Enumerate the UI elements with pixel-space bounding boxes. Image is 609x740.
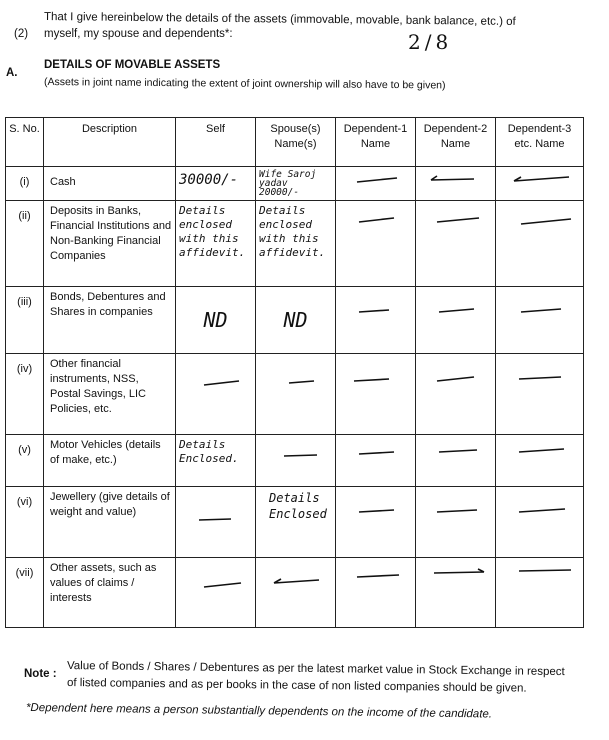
section-title: DETAILS OF MOVABLE ASSETS [44,59,221,71]
dash-mark [419,204,489,234]
table-row [6,201,584,287]
row-sno: (i) [6,167,44,201]
handwritten-self: 30000/- [179,172,239,189]
row-description: Bonds, Debentures and Shares in companies [44,286,176,353]
row-description: Jewellery (give details of weight and value) [44,487,176,557]
row-dep3 [496,557,584,627]
footnote: *Dependent here means a person substantially dependents on the income of the candidate. [25,702,493,721]
row-spouse [256,167,336,201]
row-self [176,167,256,201]
row-sno: (v) [6,434,44,486]
row-dep2 [416,354,496,434]
intro-line-1: That I give hereinbelow the details of the assets (immovable, movable, bank balance, etc.) of [43,11,516,28]
movable-assets-table [5,117,584,628]
page-mark: 2/8 [408,30,453,54]
row-dep3 [496,434,584,486]
dash-mark [499,357,579,397]
dash-mark [259,438,334,468]
row-dep3 [496,487,584,557]
table-row [6,487,584,557]
table-row [6,434,584,486]
table-row [6,167,584,201]
row-dep3 [496,201,584,287]
row-dep1 [336,557,416,627]
dash-mark [259,561,334,601]
note-line-1: Value of Bonds / Shares / Debentures as per the latest market value in Stock Exchange in respect [66,660,565,679]
dash-mark [419,438,489,468]
row-spouse [256,434,336,486]
row-dep1 [336,286,416,353]
dash-mark [419,490,489,530]
table-header-row [6,118,584,167]
intro-number: (2) [14,28,29,40]
handwritten-spouse: ND [283,308,308,333]
header-self: Self [176,118,256,167]
row-spouse [256,354,336,434]
note-label: Note : [24,668,57,680]
table-row [6,354,584,434]
header-dependent-2: Dependent-2 Name [416,118,496,167]
table-row [6,557,584,627]
row-sno: (iv) [6,354,44,434]
dash-mark [179,357,254,397]
handwritten-self: Details Enclosed. [179,437,239,465]
dash-mark [339,357,409,397]
header-dependent-3: Dependent-3 etc. Name [496,118,584,167]
dash-mark [179,561,254,601]
row-dep1 [336,487,416,557]
dash-mark [339,438,409,468]
note-line-2: of listed companies and as per books in the case of non listed companies should be given. [66,677,527,695]
row-dep1 [336,434,416,486]
row-dep1 [336,167,416,201]
row-description: Cash [44,167,176,201]
row-dep2 [416,434,496,486]
row-dep3 [496,286,584,353]
row-self [176,201,256,287]
dash-mark [499,561,579,601]
row-sno: (vii) [6,557,44,627]
row-dep2 [416,286,496,353]
row-self [176,434,256,486]
dash-mark [339,561,409,601]
row-description: Deposits in Banks, Financial Institutions and Non-Banking Financial Companies [44,201,176,287]
dash-mark [499,204,579,234]
row-description: Other assets, such as values of claims / interests [44,557,176,627]
section-subtitle: (Assets in joint name indicating the extent of joint ownership will also have to be given) [43,76,446,92]
dash-mark [419,170,489,190]
row-spouse [256,557,336,627]
table-row [6,286,584,353]
row-dep3 [496,167,584,201]
row-self [176,354,256,434]
row-self [176,487,256,557]
header-sno: S. No. [6,118,44,167]
dash-mark [499,290,579,320]
handwritten-self: ND [203,308,228,333]
row-sno: (vi) [6,487,44,557]
dash-mark [419,290,489,320]
header-description: Description [44,118,176,167]
handwritten-self: Details enclosed with this affidevit. [179,204,246,260]
dash-mark [339,490,409,530]
intro-line-2: myself, my spouse and dependents*: [44,28,233,40]
handwritten-spouse: Details Enclosed [269,491,327,522]
dash-mark [499,490,579,530]
row-dep2 [416,167,496,201]
dash-mark [259,357,334,397]
section-letter: A. [6,67,18,79]
dash-mark [419,561,489,601]
dash-mark [499,438,579,468]
row-dep3 [496,354,584,434]
row-description: Other financial instruments, NSS, Postal Savings, LIC Policies, etc. [44,354,176,434]
row-description: Motor Vehicles (details of make, etc.) [44,434,176,486]
header-spouse: Spouse(s) Name(s) [256,118,336,167]
row-dep2 [416,557,496,627]
header-dependent-1: Dependent-1 Name [336,118,416,167]
row-self [176,557,256,627]
handwritten-spouse: Details enclosed with this affidevit. [259,204,326,260]
dash-mark [179,490,254,530]
row-dep1 [336,201,416,287]
dash-mark [499,170,579,190]
row-spouse [256,286,336,353]
dash-mark [339,290,409,320]
row-spouse [256,487,336,557]
row-dep2 [416,201,496,287]
row-spouse [256,201,336,287]
row-sno: (ii) [6,201,44,287]
row-self [176,286,256,353]
row-dep1 [336,354,416,434]
dash-mark [339,204,409,234]
dash-mark [419,357,489,397]
dash-mark [339,170,409,190]
handwritten-spouse: Wife Saroj yadav 20000/- [259,169,317,199]
row-sno: (iii) [6,286,44,353]
row-dep2 [416,487,496,557]
